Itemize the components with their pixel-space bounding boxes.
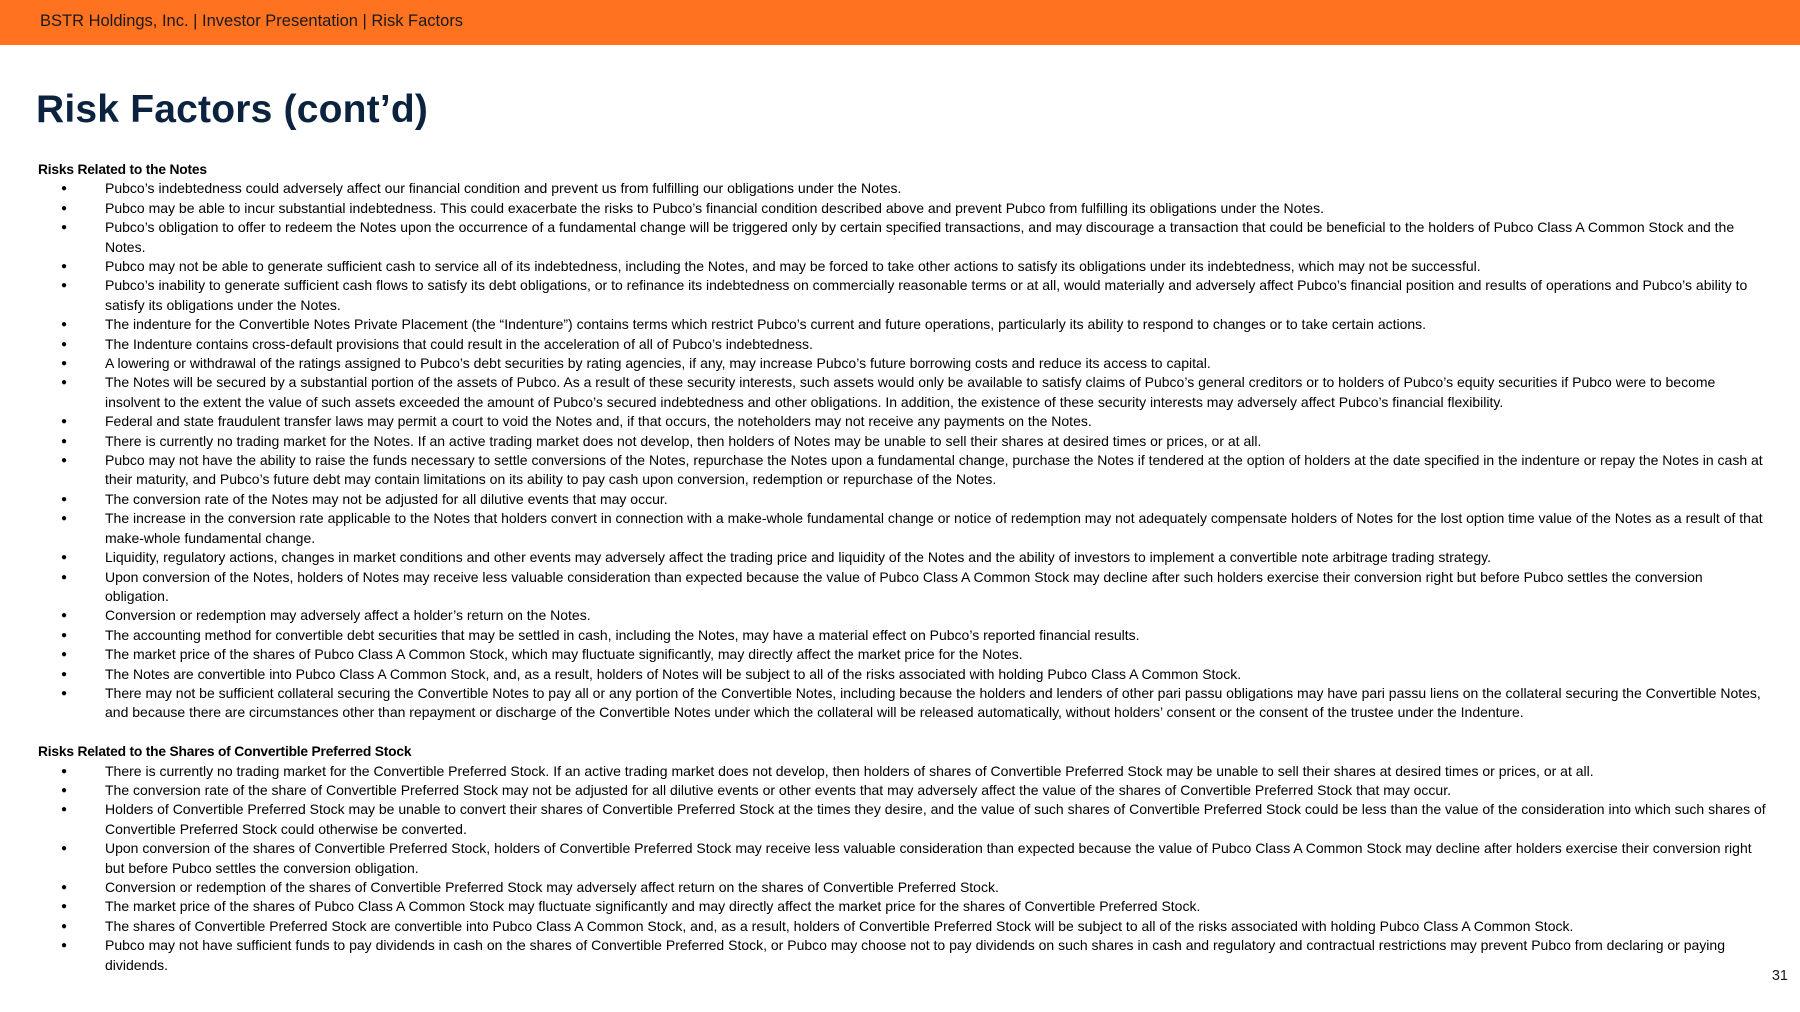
bullet-item: ● Upon conversion of the Notes, holders of Notes may receive less valuable consideration than expected because the value of Pubco Class A Common Stock may decline after such holders exercise their conversion right but before Pubco settles the conversion obligation. [38, 568, 1770, 607]
bullet-item: ● There may not be sufficient collateral securing the Convertible Notes to pay all or any portion of the Convertible Notes, including because the holders and lenders of other pari passu obligations may have pari passu liens on the collateral securing the Convertible Notes, and because there are circumstances other than repayment or discharge of the Convertible Notes under which the collateral will be released automatically, without holders’ consent or the consent of the trustee under the Indenture. [38, 684, 1770, 723]
bullet-item: ● The Indenture contains cross-default provisions that could result in the acceleration of all of Pubco’s indebtedness. [38, 335, 1770, 354]
bullet-item: ● Pubco may not have the ability to raise the funds necessary to settle conversions of the Notes, repurchase the Notes upon a fundamental change, purchase the Notes if tendered at the option of holders at the date specified in the indenture or repay the Notes in cash at their maturity, and Pubco’s future debt may contain limitations on its ability to pay cash upon conversion, redemption or repurchase of the Notes. [38, 451, 1770, 490]
header-breadcrumb: BSTR Holdings, Inc. | Investor Presentation | Risk Factors [40, 12, 464, 30]
bullet-item: ● Pubco’s inability to generate sufficient cash flows to satisfy its debt obligations, or to refinance its indebtedness on commercially reasonable terms or at all, would materially and adversely affect Pubco’s financial position and results of operations and Pubco’s ability to satisfy its obligations under the Notes. [38, 276, 1770, 315]
bullet-item: ● Pubco may not be able to generate sufficient cash to service all of its indebtedness, including the Notes, and may be forced to take other actions to satisfy its obligations under its indebtedness, which may not be successful. [38, 257, 1770, 276]
bullet-list [38, 179, 1770, 722]
section-preferred-stock-risks [38, 742, 1770, 975]
bullet-item: ● The conversion rate of the share of Convertible Preferred Stock may not be adjusted for all dilutive events or other events that may adversely affect the value of the shares of Convertible Preferred Stock that may occur. [38, 781, 1770, 800]
bullet-item: ● There is currently no trading market for the Notes. If an active trading market does not develop, then holders of Notes may be unable to sell their shares at desired times or prices, or at all. [38, 432, 1770, 451]
section-spacer [38, 723, 1770, 742]
bullet-item: ● The market price of the shares of Pubco Class A Common Stock, which may fluctuate significantly, may directly affect the market price for the Notes. [38, 645, 1770, 664]
bullet-item: ● Pubco’s obligation to offer to redeem the Notes upon the occurrence of a fundamental change will be triggered only by certain specified transactions, and may discourage a transaction that could be beneficial to the holders of Pubco Class A Common Stock and the Notes. [38, 218, 1770, 257]
bullet-item: ● The shares of Convertible Preferred Stock are convertible into Pubco Class A Common Stock, and, as a result, holders of Convertible Preferred Stock will be subject to all of the risks associated with holding Pubco Class A Common Stock. [38, 917, 1770, 936]
risk-factors-content [38, 160, 1770, 975]
bullet-item: ● Pubco may not have sufficient funds to pay dividends in cash on the shares of Convertible Preferred Stock, or Pubco may choose not to pay dividends on such shares in cash and regulatory and contractual restrictions may prevent Pubco from declaring or paying dividends. [38, 936, 1770, 975]
bullet-item: ● A lowering or withdrawal of the ratings assigned to Pubco’s debt securities by rating agencies, if any, may increase Pubco’s future borrowing costs and reduce its access to capital. [38, 354, 1770, 373]
bullet-item: ● The market price of the shares of Pubco Class A Common Stock may fluctuate significantly and may directly affect the market price for the shares of Convertible Preferred Stock. [38, 897, 1770, 916]
bullet-item: ● Holders of Convertible Preferred Stock may be unable to convert their shares of Convertible Preferred Stock at the times they desire, and the value of such shares of Convertible Preferred Stock could be less than the value of the consideration into which such shares of Convertible Preferred Stock could otherwise be converted. [38, 800, 1770, 839]
bullet-item: ● Pubco may be able to incur substantial indebtedness. This could exacerbate the risks to Pubco’s financial condition described above and prevent Pubco from fulfilling its obligations under the Notes. [38, 199, 1770, 218]
bullet-item: ● The indenture for the Convertible Notes Private Placement (the “Indenture”) contains terms which restrict Pubco’s current and future operations, particularly its ability to respond to changes or to take certain actions. [38, 315, 1770, 334]
bullet-list [38, 762, 1770, 975]
section-notes-risks [38, 160, 1770, 723]
bullet-item: ● Conversion or redemption may adversely affect a holder’s return on the Notes. [38, 606, 1770, 625]
section-heading: Risks Related to the Shares of Convertible Preferred Stock [38, 744, 412, 760]
bullet-item: ● The conversion rate of the Notes may not be adjusted for all dilutive events that may occur. [38, 490, 1770, 509]
bullet-item: ● Federal and state fraudulent transfer laws may permit a court to void the Notes and, if that occurs, the noteholders may not receive any payments on the Notes. [38, 412, 1770, 431]
bullet-item: ● The increase in the conversion rate applicable to the Notes that holders convert in connection with a make-whole fundamental change or notice of redemption may not adequately compensate holders of Notes for the lost option time value of the Notes as a result of that make-whole fundamental change. [38, 509, 1770, 548]
bullet-item: ● Upon conversion of the shares of Convertible Preferred Stock, holders of Convertible Preferred Stock may receive less valuable consideration than expected because the value of Pubco Class A Common Stock may decline after holders exercise their conversion right but before Pubco settles the conversion obligation. [38, 839, 1770, 878]
section-heading: Risks Related to the Notes [38, 162, 207, 177]
header-bar [0, 0, 1800, 45]
bullet-item: ● The Notes will be secured by a substantial portion of the assets of Pubco. As a result of these security interests, such assets would only be available to satisfy claims of Pubco’s general creditors or to holders of Pubco’s equity securities if Pubco were to become insolvent to the extent the value of such assets exceeded the amount of Pubco’s secured indebtedness and other obligations. In addition, the existence of these security interests may adversely affect Pubco’s financial flexibility. [38, 373, 1770, 412]
bullet-item: ● Pubco’s indebtedness could adversely affect our financial condition and prevent us from fulfilling our obligations under the Notes. [38, 179, 1770, 198]
page-number: 31 [1771, 968, 1788, 984]
bullet-item: ● There is currently no trading market for the Convertible Preferred Stock. If an active trading market does not develop, then holders of shares of Convertible Preferred Stock may be unable to sell their shares at desired times or prices, or at all. [38, 762, 1770, 781]
page-title: Risk Factors (cont’d) [36, 88, 429, 131]
bullet-item: ● Liquidity, regulatory actions, changes in market conditions and other events may adversely affect the trading price and liquidity of the Notes and the ability of investors to implement a convertible note arbitrage trading strategy. [38, 548, 1770, 567]
bullet-item: ● Conversion or redemption of the shares of Convertible Preferred Stock may adversely affect return on the shares of Convertible Preferred Stock. [38, 878, 1770, 897]
bullet-item: ● The accounting method for convertible debt securities that may be settled in cash, including the Notes, may have a material effect on Pubco’s reported financial results. [38, 626, 1770, 645]
bullet-item: ● The Notes are convertible into Pubco Class A Common Stock, and, as a result, holders of Notes will be subject to all of the risks associated with holding Pubco Class A Common Stock. [38, 665, 1770, 684]
